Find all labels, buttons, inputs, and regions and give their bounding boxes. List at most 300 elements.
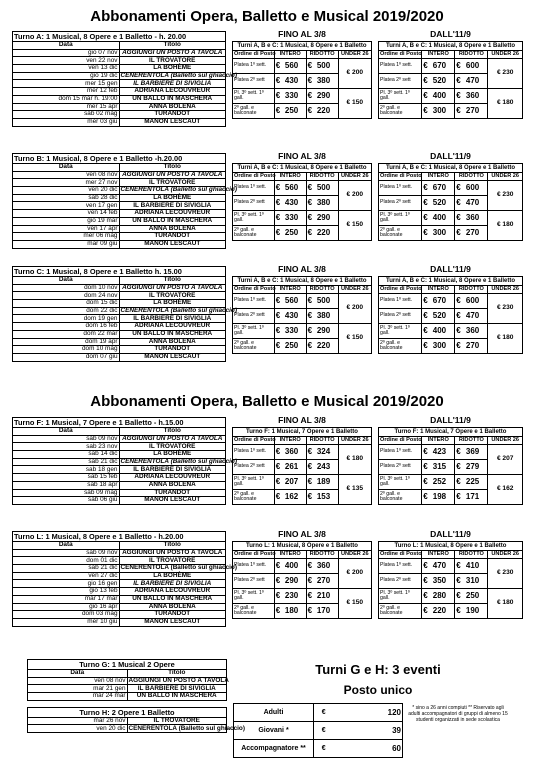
euro-sign: € <box>314 740 334 758</box>
col-ridotto: RIDOTTO <box>455 286 488 294</box>
row-title: ADRIANA LECOUVREUR <box>119 474 226 482</box>
gh-label: Accompagnatore ** <box>234 740 314 758</box>
row-date: ven 17 gen <box>13 202 120 210</box>
euro-sign: € <box>455 59 465 74</box>
row-title: TURANDOT <box>119 611 226 619</box>
table-row <box>13 118 226 126</box>
table-row <box>13 103 226 111</box>
dall-label: DALL'11/9 <box>430 529 471 539</box>
price-ridotto: 600 <box>465 59 488 74</box>
fino-label: FINO AL 3/8 <box>278 529 326 539</box>
euro-sign: € <box>455 211 465 226</box>
euro-sign: € <box>422 196 432 211</box>
euro-sign: € <box>274 460 284 475</box>
price-intero: 360 <box>284 445 306 460</box>
row-title: LA BOHÈME <box>119 572 226 580</box>
price-under26: € 135 <box>338 475 371 505</box>
turno-bottom-1-block <box>12 531 237 627</box>
row-date: dom 22 dic <box>13 307 120 315</box>
col-under26: UNDER 26 <box>488 551 523 559</box>
row-date: dom 10 mag <box>13 346 120 354</box>
price-ridotto: 279 <box>465 460 488 475</box>
euro-sign: € <box>274 604 284 619</box>
table-row <box>13 49 226 57</box>
euro-sign: € <box>455 226 465 241</box>
gh-label: Giovani * <box>234 722 314 740</box>
price-ridotto: 380 <box>316 196 338 211</box>
euro-sign: € <box>306 181 316 196</box>
price-caption: Turni A, B e C: 1 Musical, 8 Opere e 1 Balletto <box>233 277 372 286</box>
table-row <box>13 549 226 557</box>
row-date: dom 01 dic <box>13 557 120 565</box>
turno-bottom-1-header: Turno L: 1 Musical, 8 Opere e 1 Balletto - h.20.00 <box>13 532 226 542</box>
seat-label: Platea 2º sett <box>233 309 275 324</box>
seat-label: Pl. 3º sett. 1º gall. <box>379 89 422 104</box>
table-row <box>13 458 226 466</box>
euro-sign: € <box>455 196 465 211</box>
seat-label: Platea 2º sett <box>379 309 422 324</box>
euro-sign: € <box>422 460 432 475</box>
price-ridotto: 470 <box>465 196 488 211</box>
col-under26: UNDER 26 <box>488 437 523 445</box>
euro-sign: € <box>274 574 284 589</box>
turno-bottom-0-dall-price-table <box>378 427 523 505</box>
euro-sign: € <box>455 589 465 604</box>
price-ridotto: 600 <box>465 294 488 309</box>
price-ridotto: 324 <box>316 445 338 460</box>
price-intero: 670 <box>432 294 455 309</box>
price-intero: 290 <box>284 574 306 589</box>
price-ridotto: 360 <box>465 324 488 339</box>
col-intero: INTERO <box>274 551 306 559</box>
price-intero: 670 <box>432 181 455 196</box>
row-title: IL TROVATORE <box>119 443 226 451</box>
euro-sign: € <box>306 559 316 574</box>
price-intero: 520 <box>432 74 455 89</box>
gh-label: Adulti <box>234 704 314 722</box>
euro-sign: € <box>306 589 316 604</box>
row-title: TURANDOT <box>119 233 226 241</box>
row-date: mar 09 giu <box>13 240 120 248</box>
row-title: UN BALLO IN MASCHERA <box>127 693 227 701</box>
row-date: mer 06 mag <box>13 233 120 241</box>
row-date: dom 03 mag <box>13 611 120 619</box>
price-ridotto: 290 <box>316 89 338 104</box>
row-title: UN BALLO IN MASCHERA <box>119 595 226 603</box>
row-date: sab 09 mag <box>13 489 120 497</box>
price-under26: € 200 <box>338 559 371 589</box>
col-intero: INTERO <box>422 173 455 181</box>
row-date: sab 09 nov <box>13 549 120 557</box>
row-title: ADRIANA LECOUVREUR <box>119 323 226 331</box>
euro-sign: € <box>306 339 316 354</box>
row-title: AGGIUNGI UN POSTO A TAVOLA <box>119 49 226 57</box>
price-intero: 230 <box>284 589 306 604</box>
turno-top-2-block <box>12 266 237 362</box>
turno-top-1-fino-prices <box>232 163 372 241</box>
row-title: IL TROVATORE <box>119 557 226 565</box>
seat-label: Platea 2º sett <box>233 74 275 89</box>
row-date: mar 21 gen <box>28 685 128 693</box>
price-row <box>379 89 523 104</box>
row-date: ven 17 apr <box>13 225 120 233</box>
seat-label: Platea 2º sett <box>233 460 275 475</box>
row-title: MANON LESCAUT <box>119 240 226 248</box>
turno-top-1-dall-price-table <box>378 163 523 241</box>
price-ridotto: 360 <box>465 211 488 226</box>
euro-sign: € <box>422 59 432 74</box>
price-row <box>233 181 372 196</box>
col-intero: INTERO <box>422 551 455 559</box>
price-under26: € 180 <box>488 211 523 241</box>
price-intero: 300 <box>432 226 455 241</box>
row-title: TURANDOT <box>119 489 226 497</box>
row-date: dom 22 mar <box>13 330 120 338</box>
price-intero: 250 <box>284 226 306 241</box>
price-ridotto: 310 <box>465 574 488 589</box>
price-intero: 670 <box>432 59 455 74</box>
row-title: ANNA BOLENA <box>119 338 226 346</box>
row-title: IL BARBIERE DI SIVIGLIA <box>119 202 226 210</box>
price-ridotto: 153 <box>316 490 338 505</box>
row-date: sab 02 mag <box>13 111 120 119</box>
row-date: mer 03 giu <box>13 118 120 126</box>
price-caption: Turni A, B e C: 1 Musical, 8 Opere e 1 Balletto <box>233 42 372 51</box>
table-row <box>13 95 226 103</box>
price-ridotto: 170 <box>316 604 338 619</box>
turno-top-2-dall-price-table <box>378 276 523 354</box>
row-title: IL TROVATORE <box>127 717 227 725</box>
euro-sign: € <box>455 294 465 309</box>
col-data: Data <box>28 670 128 678</box>
euro-sign: € <box>422 211 432 226</box>
table-row <box>13 353 226 361</box>
price-intero: 261 <box>284 460 306 475</box>
col-under26: UNDER 26 <box>488 173 523 181</box>
price-intero: 315 <box>432 460 455 475</box>
row-title: UN BALLO IN MASCHERA <box>119 330 226 338</box>
price-row <box>379 294 523 309</box>
euro-sign: € <box>422 339 432 354</box>
euro-sign: € <box>455 445 465 460</box>
seat-label: Platea 2º sett <box>379 574 422 589</box>
row-date: dom 07 giu <box>13 353 120 361</box>
seat-label: Platea 1º sett. <box>233 294 275 309</box>
euro-sign: € <box>422 559 432 574</box>
price-ridotto: 220 <box>316 226 338 241</box>
page-title: Abbonamenti Opera, Balletto e Musical 2019/2020 <box>90 8 444 25</box>
row-title: UN BALLO IN MASCHERA <box>119 217 226 225</box>
seat-label: Platea 2º sett <box>233 574 275 589</box>
euro-sign: € <box>274 226 284 241</box>
gh-title: Turni G e H: 3 eventi <box>315 662 441 677</box>
row-title: LA BOHÈME <box>119 451 226 459</box>
euro-sign: € <box>306 226 316 241</box>
row-title: AGGIUNGI UN POSTO A TAVOLA <box>119 549 226 557</box>
table-row <box>13 435 226 443</box>
turno-bottom-1-schedule-table <box>12 531 237 627</box>
price-intero: 300 <box>432 339 455 354</box>
euro-sign: € <box>455 339 465 354</box>
price-row <box>233 59 372 74</box>
row-date: sab 21 dic <box>13 458 120 466</box>
table-row <box>13 565 226 573</box>
euro-sign: € <box>306 460 316 475</box>
seat-label: Pl. 3º sett. 1º gall. <box>233 324 275 339</box>
euro-sign: € <box>422 294 432 309</box>
turno-top-2-schedule-table <box>12 266 237 362</box>
gh-subtitle: Posto unico <box>343 683 413 697</box>
euro-sign: € <box>306 211 316 226</box>
row-date: mer 12 feb <box>13 88 120 96</box>
turno-top-0-fino-prices <box>232 41 372 119</box>
seat-label: 2º gall. e balconate <box>233 104 275 119</box>
turno-top-0-dall-prices <box>378 41 523 119</box>
row-title: ADRIANA LECOUVREUR <box>119 210 226 218</box>
euro-sign: € <box>422 604 432 619</box>
col-ridotto: RIDOTTO <box>455 51 488 59</box>
euro-sign: € <box>314 722 334 740</box>
col-ridotto: RIDOTTO <box>455 551 488 559</box>
col-data: Data <box>13 42 120 50</box>
row-date: sab 18 gen <box>13 466 120 474</box>
price-under26: € 230 <box>488 559 523 589</box>
row-title: IL TROVATORE <box>119 57 226 65</box>
row-title: CENERENTOLA (Balletto sul ghiaccio) <box>120 186 237 194</box>
price-ridotto: 500 <box>316 59 338 74</box>
price-ridotto: 410 <box>465 559 488 574</box>
euro-sign: € <box>314 704 334 722</box>
turno-bottom-1-fino-price-table <box>232 541 372 619</box>
price-under26: € 150 <box>338 89 371 119</box>
turno-bottom-1-dall-prices <box>378 541 523 619</box>
row-date: ven 08 nov <box>13 171 120 179</box>
col-ordine: Ordine di Posto <box>234 285 276 292</box>
price-ridotto: 220 <box>316 339 338 354</box>
row-title: LA BOHÈME <box>119 300 226 308</box>
euro-sign: € <box>422 574 432 589</box>
euro-sign: € <box>422 490 432 505</box>
seat-label: Platea 1º sett. <box>233 445 275 460</box>
price-under26: € 180 <box>338 445 371 475</box>
col-titolo: Titolo <box>127 670 227 678</box>
euro-sign: € <box>422 589 432 604</box>
row-date: sab 15 feb <box>13 474 120 482</box>
turno-bottom-0-block <box>12 417 237 505</box>
col-under26: UNDER 26 <box>338 173 371 181</box>
price-intero: 330 <box>284 324 306 339</box>
col-ridotto: RIDOTTO <box>306 173 338 181</box>
turno-top-1-dall-prices <box>378 163 523 241</box>
turno-g-h-schedule <box>27 659 245 733</box>
col-intero: INTERO <box>274 437 306 445</box>
price-row <box>233 445 372 460</box>
row-date: sab 06 giu <box>13 497 120 505</box>
seat-label: 2º gall. e balconate <box>379 490 422 505</box>
table-row <box>13 618 226 626</box>
table-row <box>13 443 226 451</box>
price-ridotto: 220 <box>316 104 338 119</box>
row-title: AGGIUNGI UN POSTO A TAVOLA <box>119 284 226 292</box>
gh-price-row <box>234 704 403 722</box>
table-row <box>28 693 227 701</box>
row-date: ven 27 dic <box>13 572 120 580</box>
row-title: CENERENTOLA (Balletto sul ghiaccio) <box>120 564 237 572</box>
turno-top-0-block <box>12 31 237 127</box>
price-row <box>379 589 523 604</box>
table-row <box>13 217 226 225</box>
table-row <box>13 187 226 195</box>
table-row <box>13 57 226 65</box>
euro-sign: € <box>422 104 432 119</box>
euro-sign: € <box>274 445 284 460</box>
seat-label: Pl. 3º sett. 1º gall. <box>379 211 422 226</box>
price-ridotto: 243 <box>316 460 338 475</box>
col-ridotto: RIDOTTO <box>306 51 338 59</box>
price-under26: € 230 <box>488 59 523 89</box>
euro-sign: € <box>455 74 465 89</box>
price-ridotto: 500 <box>316 294 338 309</box>
price-row <box>233 324 372 339</box>
turno-top-0-dall-price-table <box>378 41 523 119</box>
price-ridotto: 360 <box>316 559 338 574</box>
euro-sign: € <box>422 324 432 339</box>
row-date: ven 13 dic <box>13 65 120 73</box>
price-under26: € 180 <box>488 324 523 354</box>
row-date: mer 15 apr <box>13 103 120 111</box>
row-date: ven 20 dic <box>13 187 120 195</box>
seat-label: 2º gall. e balconate <box>379 339 422 354</box>
turni-g-h-pricing <box>233 662 523 758</box>
col-titolo: Titolo <box>119 42 226 50</box>
row-title: MANON LESCAUT <box>119 118 226 126</box>
price-intero: 350 <box>432 574 455 589</box>
euro-sign: € <box>455 604 465 619</box>
page-title-2: Abbonamenti Opera, Balletto e Musical 2019/2020 <box>90 393 444 410</box>
seat-label: Pl. 3º sett. 1º gall. <box>379 475 422 490</box>
price-intero: 180 <box>284 604 306 619</box>
row-date: gio 19 mar <box>13 217 120 225</box>
col-intero: INTERO <box>422 437 455 445</box>
price-intero: 330 <box>284 89 306 104</box>
price-under26: € 150 <box>338 324 371 354</box>
col-ordine: Ordine di Posto <box>380 172 422 179</box>
price-row <box>233 294 372 309</box>
row-date: dom 16 feb <box>13 323 120 331</box>
price-row <box>233 89 372 104</box>
price-intero: 330 <box>284 211 306 226</box>
seat-label: Platea 2º sett <box>379 460 422 475</box>
col-ordine: Ordine di Posto <box>234 50 276 57</box>
euro-sign: € <box>455 89 465 104</box>
row-date: ven 20 dic <box>28 725 128 733</box>
col-ridotto: RIDOTTO <box>455 437 488 445</box>
turno-top-1-header: Turno B: 1 Musical, 8 Opere e 1 Balletto -h.20.00 <box>13 154 226 164</box>
euro-sign: € <box>274 309 284 324</box>
price-intero: 250 <box>284 104 306 119</box>
row-date: mer 10 giu <box>13 618 120 626</box>
dall-label: DALL'11/9 <box>430 29 471 39</box>
price-under26: € 150 <box>338 211 371 241</box>
row-title: AGGIUNGI UN POSTO A TAVOLA <box>119 435 226 443</box>
price-ridotto: 210 <box>316 589 338 604</box>
price-intero: 470 <box>432 559 455 574</box>
seat-label: 2º gall. e balconate <box>233 490 275 505</box>
euro-sign: € <box>455 324 465 339</box>
col-ordine: Ordine di Posto <box>234 436 276 443</box>
seat-label: 2º gall. e balconate <box>233 226 275 241</box>
price-caption: Turni A, B e C: 1 Musical, 8 Opere e 1 Balletto <box>379 164 523 173</box>
row-title: MANON LESCAUT <box>119 618 226 626</box>
gh-price-table <box>233 703 403 758</box>
price-under26: € 230 <box>488 294 523 324</box>
table-row <box>28 725 227 733</box>
seat-label: Pl. 3º sett. 1º gall. <box>233 475 275 490</box>
seat-label: Platea 1º sett. <box>379 181 422 196</box>
price-under26: € 200 <box>338 181 371 211</box>
euro-sign: € <box>455 181 465 196</box>
col-titolo: Titolo <box>119 428 226 436</box>
euro-sign: € <box>306 574 316 589</box>
turno-h-table <box>27 707 245 733</box>
row-title: CENERENTOLA (Balletto sul ghiaccio) <box>120 306 237 314</box>
euro-sign: € <box>274 196 284 211</box>
row-date: sab 18 apr <box>13 481 120 489</box>
row-title: ANNA BOLENA <box>119 603 226 611</box>
euro-sign: € <box>274 104 284 119</box>
col-ordine: Ordine di Posto <box>380 550 422 557</box>
price-intero: 250 <box>284 339 306 354</box>
price-row <box>379 181 523 196</box>
gh-note: * sino a 26 anni compiuti ** Riservato agli adulti accompagnatori di gruppi di almeno 15 studenti organizzati in sede scolastica <box>408 705 508 723</box>
seat-label: Platea 1º sett. <box>379 59 422 74</box>
row-title: IL BARBIERE DI SIVIGLIA <box>119 466 226 474</box>
row-title: ANNA BOLENA <box>119 225 226 233</box>
col-data: Data <box>13 277 120 285</box>
price-ridotto: 270 <box>465 104 488 119</box>
row-date: mar 17 mar <box>13 595 120 603</box>
row-date: ven 08 nov <box>28 677 128 685</box>
euro-sign: € <box>306 89 316 104</box>
table-row <box>13 338 226 346</box>
price-intero: 207 <box>284 475 306 490</box>
seat-label: Platea 2º sett <box>379 74 422 89</box>
table-row <box>13 481 226 489</box>
seat-label: Pl. 3º sett. 1º gall. <box>233 89 275 104</box>
price-intero: 560 <box>284 294 306 309</box>
euro-sign: € <box>422 226 432 241</box>
table-row <box>13 194 226 202</box>
seat-label: Pl. 3º sett. 1º gall. <box>379 589 422 604</box>
row-title: CENERENTOLA (Balletto sul ghiaccio) <box>120 457 237 465</box>
col-ordine: Ordine di Posto <box>234 550 276 557</box>
price-caption: Turno L: 1 Musical, 8 Opere e 1 Balletto <box>233 542 372 551</box>
price-ridotto: 290 <box>316 324 338 339</box>
row-date: sab 28 dic <box>13 194 120 202</box>
turno-top-1-block <box>12 153 237 249</box>
col-under26: UNDER 26 <box>338 437 371 445</box>
price-ridotto: 600 <box>465 181 488 196</box>
price-intero: 400 <box>432 324 455 339</box>
price-ridotto: 500 <box>316 181 338 196</box>
euro-sign: € <box>274 181 284 196</box>
row-title: IL BARBIERE DI SIVIGLIA <box>127 685 227 693</box>
dall-label: DALL'11/9 <box>430 415 471 425</box>
col-ridotto: RIDOTTO <box>306 551 338 559</box>
price-intero: 400 <box>284 559 306 574</box>
euro-sign: € <box>274 339 284 354</box>
price-ridotto: 360 <box>465 89 488 104</box>
